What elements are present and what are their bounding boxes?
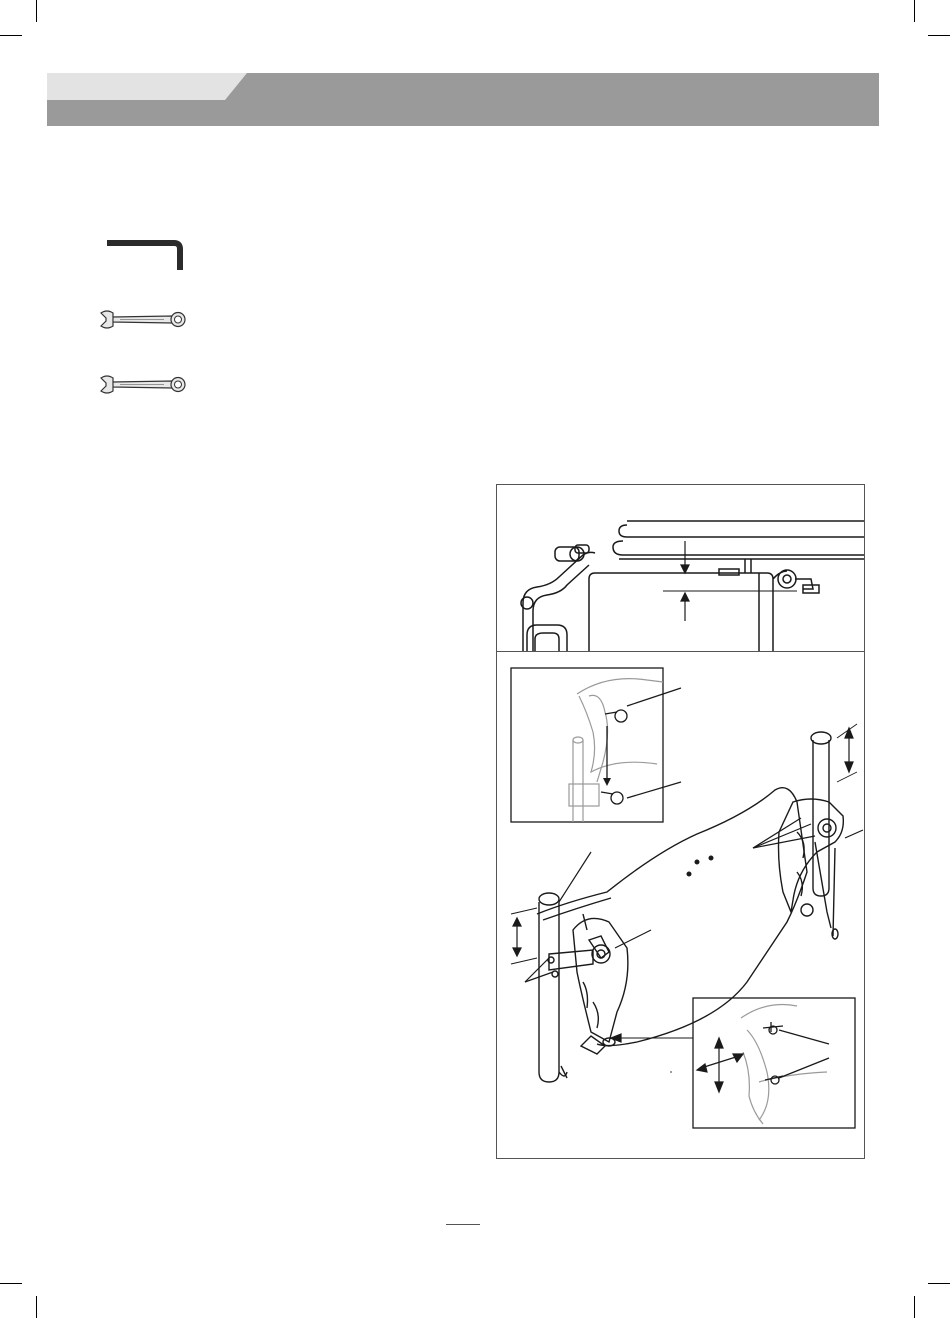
crop-mark-top-left-v bbox=[36, 0, 37, 22]
crop-mark-top-right-v bbox=[914, 0, 915, 22]
backrest-height-clearance-figure bbox=[496, 484, 865, 652]
crop-mark-bottom-right-h bbox=[928, 1283, 950, 1284]
crop-mark-top-right-h bbox=[928, 35, 950, 36]
section-header-tab bbox=[47, 73, 247, 100]
backrest-bracket-mounting-figure bbox=[496, 651, 865, 1159]
combination-wrench-icon bbox=[98, 308, 188, 332]
crop-mark-bottom-right-v bbox=[914, 1296, 915, 1318]
crop-mark-bottom-left-h bbox=[0, 1283, 22, 1284]
hex-key-icon bbox=[104, 238, 184, 274]
crop-mark-top-left-h bbox=[0, 35, 22, 36]
combination-wrench-icon bbox=[98, 373, 188, 397]
page-number-rule bbox=[446, 1224, 480, 1225]
crop-mark-bottom-left-v bbox=[36, 1296, 37, 1318]
